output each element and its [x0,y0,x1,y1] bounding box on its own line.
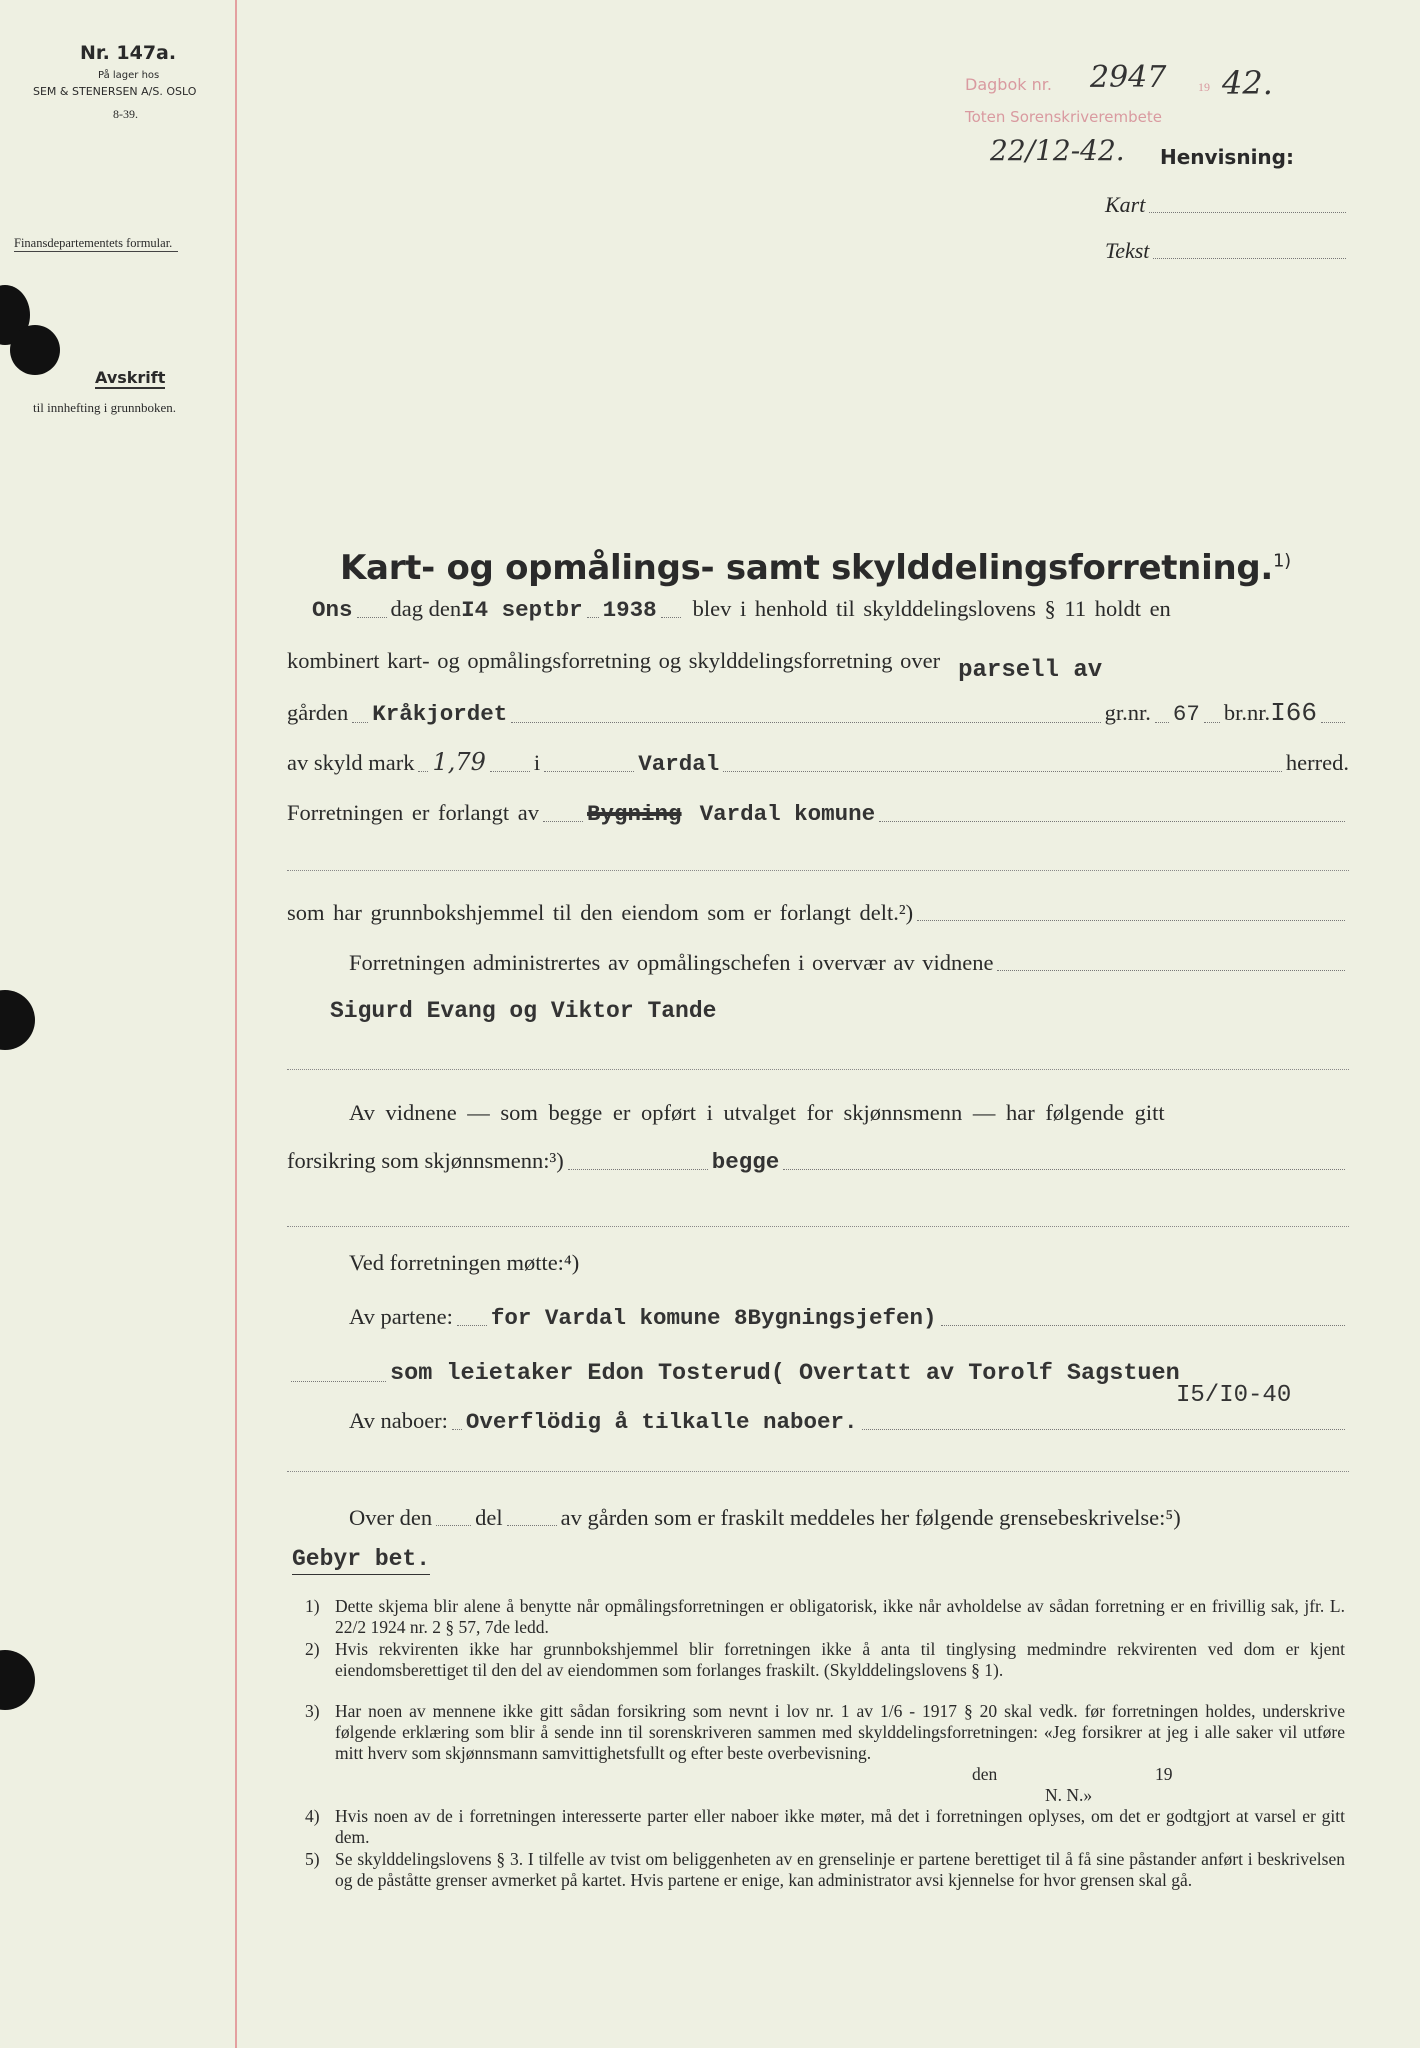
grnr-label: gr.nr. [1104,700,1151,725]
footnote-5 [305,1849,1345,1891]
naboer-date: I5/I0-40 [1176,1382,1292,1409]
print-date: 8-39. [113,107,138,121]
forsikring-value: begge [711,1149,780,1175]
footnote-year: 19 [1155,1764,1173,1784]
dag-den-label: dag den [390,596,462,621]
garden-label: gården [287,700,349,725]
forsikring-line [287,1148,1349,1175]
grense-line [349,1505,1349,1531]
grense-text: av gården som er fraskilt meddeles her følgende grensebeskrivelse:⁵) [560,1505,1181,1530]
skyld-value: 1,79 [432,748,486,776]
footnote-2 [305,1639,1345,1681]
forlangt-value: Vardal komune [699,801,876,827]
blank-line [287,1471,1349,1472]
dagbok-year: 42. [1222,64,1273,102]
date-value: I4 septbr [461,597,583,623]
naboer-label: Av naboer: [349,1408,448,1433]
page-title [340,548,1291,588]
blank-line [287,1069,1349,1070]
partene-value: for Vardal komune 8Bygningsjefen) [490,1305,937,1331]
footnote-text: Hvis rekvirenten ikke har grunnbokshjemmel blir forretningen ikke å anta til tinglysing medmindre rekvirenten ved dom er kjent eiendomsberettiget til den del av eiendommen som forlanges fraskilt. (Skylddelingslovens § 1). [335,1639,1345,1680]
partene-line [349,1304,1349,1331]
herred-label: herred. [1285,750,1349,775]
avskrift-note: til innhefting i grunnboken. [33,400,176,415]
herred-value: Vardal [638,751,720,777]
printer-line1: På lager hos [98,70,160,81]
year-prefix: 19 [1198,80,1210,94]
printer-line2: SEM & STENERSEN A/S. OSLO [33,85,197,98]
i-label: i [533,750,541,775]
footnote-number: 5) [305,1849,320,1869]
motte-line [349,1250,1411,1276]
footnote-text: Se skylddelingslovens § 3. I tilfelle av tvist om beliggenheten av en grenselinje er partene berettiget til å få sine påstander anført i beskrivelsen og de påståtte grenser avmerket på kartet. Hvis partene er enige, kan administrator avsi kjennelse for hvor grensen skal gå. [335,1849,1345,1890]
vidner-value: Sigurd Evang og Viktor Tande [330,998,717,1024]
footnote-text: Hvis noen av de i forretningen interesserte parter eller naboer ikke møter, må det i forretningen oplyses, om det er godtgjort at varsel er gitt dem. [335,1806,1345,1847]
forsikring-label: forsikring som skjønnsmenn:³) [287,1148,564,1173]
title-text: Kart- og opmålings- samt skylddelingsforretning. [340,548,1274,588]
footnote-text: Dette skjema blir alene å benytte når opmålingsforretningen er obligatorisk, ikke når avholdelse av sådan forretning er en frivillig sak, jfr. L. 22/2 1924 nr. 2 § 57, 7de ledd. [335,1596,1345,1637]
blank-line [287,1226,1349,1227]
grunnbok-text: som har grunnbokshjemmel til den eiendom som er forlangt delt.²) [287,900,914,925]
kart-label: Kart [1105,192,1146,217]
line1-text: blev i henhold til skylddelingslovens § 11 holdt en [692,596,1171,621]
footnote-number: 2) [305,1639,320,1659]
ink-blob [0,990,35,1050]
motte-label: Ved forretningen møtte:⁴) [349,1250,580,1275]
forlangt-line [287,800,1349,827]
tekst-label: Tekst [1105,238,1150,263]
footnote-den: den [972,1764,998,1784]
footnote-signature: N. N.» [1045,1785,1093,1805]
tekst-field [1105,238,1350,264]
footnote-text: Har noen av mennene ikke gitt sådan forsikring som nevnt i lov nr. 1 av 1/6 - 1917 § 20 skal vedk. før forretningen holdes, underskrive følgende erklæring som blir å sende inn til sorenskriveren sammen med skylddelingsforretningen: «Jeg forsikrer at jeg i alle saker vil utføre mitt hverv som skjønnsmann samvittighetsfullt og efter beste overbevisning. [335,1701,1345,1763]
garden-line [287,698,1349,728]
vidnene-line [349,1100,1349,1126]
gebyr-note: Gebyr bet. [292,1546,430,1575]
struck-text: Bygning [587,801,682,827]
footnote-number: 3) [305,1701,320,1721]
grnr-value: 67 [1172,701,1200,727]
over-den-label: Over den [349,1505,433,1530]
footnote-number: 1) [305,1596,320,1616]
office-stamp: Toten Sorenskriverembete [965,108,1162,126]
skyld-line [287,748,1349,777]
ink-blob [0,1650,35,1710]
formular-label: Finansdepartementets formular. [14,236,178,252]
brnr-label: br.nr. [1223,700,1271,725]
naboer-value: Overflödig å tilkalle naboer. [465,1409,858,1435]
dagbok-label: Dagbok nr. [965,75,1052,94]
weekday: Ons [312,597,353,623]
kart-field [1105,192,1350,218]
footnote-number: 4) [305,1806,320,1826]
kombinert-line [287,648,1349,684]
ink-blob [10,325,60,375]
footnote-4 [305,1806,1345,1848]
vidnene-text: Av vidnene — som begge er opført i utvalget for skjønnsmenn — har følgende gitt [349,1100,1165,1125]
partene-label: Av partene: [349,1304,453,1329]
date-line [287,596,1349,623]
dagbok-number: 2947 [1090,60,1167,95]
skyld-label: av skyld mark [287,750,415,775]
henvisning-label: Henvisning: [1160,145,1294,169]
naboer-line [349,1408,1349,1435]
form-number: Nr. 147a. [80,42,177,64]
grunnbok-line [287,900,1349,926]
parsell-value: parsell av [958,657,1103,684]
line2-text: kombinert kart- og opmålingsforretning og skylddelingsforretning over [287,648,941,673]
footnote-1 [305,1596,1345,1638]
received-date: 22/12-42. [990,134,1125,167]
leietaker-value: som leietaker Edon Tosterud( Overtatt av Torolf Sagstuen [390,1360,1180,1387]
administrert-text: Forretningen administrertes av opmålingschefen i overvær av vidnene [349,950,994,975]
forlangt-label: Forretningen er forlangt av [287,800,540,825]
del-label: del [475,1505,503,1530]
margin-rule [235,0,237,2048]
footnote-3 [305,1701,1345,1805]
title-footnote: 1) [1273,550,1291,572]
blank-line [287,870,1349,871]
avskrift-label: Avskrift [95,368,166,387]
year-value: 1938 [602,597,657,623]
garden-value: Kråkjordet [372,701,508,727]
vidner-line [287,998,1349,1024]
brnr-value: I66 [1270,698,1317,728]
administrert-line [349,950,1349,976]
